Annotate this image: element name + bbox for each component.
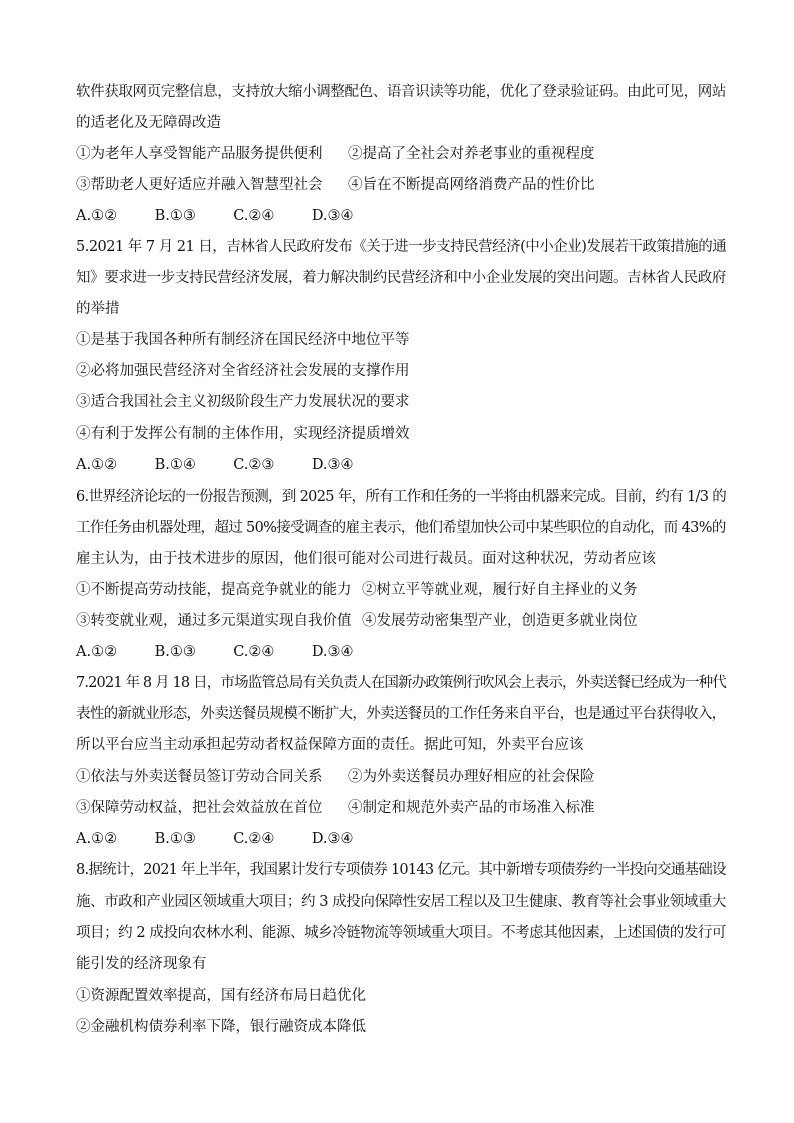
q4-option-1: ①为老年人享受智能产品服务提供便利 (76, 146, 323, 162)
q8-stem-line-2: 施、市政和产业园区领域重大项目；约 3 成投向保障性安居工程以及卫生健康、教育等社会事业领域重大 (76, 894, 726, 910)
q6-option-4: ④发展劳动密集型产业，创造更多就业岗位 (362, 613, 638, 629)
q5-answer-choices (76, 456, 726, 474)
q5-option-1: ①是基于我国各种所有制经济在国民经济中地位平等 (76, 332, 410, 348)
q4-answer-d: D.③④ (311, 208, 354, 224)
q4-answer-choices (76, 207, 726, 225)
q4-stem-line-2: 的适老化及无障碍改造 (76, 115, 221, 131)
q5-option-4: ④有利于发挥公有制的主体作用，实现经济提质增效 (76, 426, 410, 442)
q5-stem-line-3: 的举措 (76, 301, 120, 317)
q4-option-row-1 (76, 145, 726, 163)
q7-option-1: ①依法与外卖送餐员签订劳动合同关系 (76, 769, 323, 785)
q7-answer-choices (76, 830, 726, 848)
q6-option-3: ③转变就业观，通过多元渠道实现自我价值 (76, 613, 352, 629)
q7-answer-b: B.①③ (154, 831, 196, 847)
q7-answer-c: C.②④ (233, 831, 275, 847)
q7-stem-line-2: 表性的新就业形态，外卖送餐员规模不断扩大，外卖送餐员的工作任务来自平台，也是通过平台获得收入， (76, 706, 726, 722)
q5-option-3: ③适合我国社会主义初级阶段生产力发展状况的要求 (76, 394, 410, 410)
q8-option-2: ②金融机构债券利率下降，银行融资成本降低 (76, 1019, 366, 1035)
q8-stem-line-3: 项目；约 2 成投向农林水利、能源、城乡冷链物流等领域重大项目。不考虑其他因素，上述国债的发行可 (76, 925, 726, 941)
q5-answer-b: B.①④ (154, 457, 196, 473)
q6-option-2: ②树立平等就业观，履行好自主择业的义务 (362, 582, 638, 598)
q6-answer-c: C.②④ (233, 644, 275, 660)
q8-stem-line-4: 能引发的经济现象有 (76, 956, 207, 972)
q4-stem-line-1: 软件获取网页完整信息，支持放大缩小调整配色、语音识读等功能，优化了登录验证码。由此可见，网站 (76, 84, 726, 100)
q7-answer-a: A.①② (76, 831, 118, 847)
q7-option-row-2 (76, 799, 726, 817)
q5-answer-d: D.③④ (311, 457, 354, 473)
q4-option-row-2 (76, 176, 726, 194)
q6-answer-choices (76, 643, 726, 661)
q4-answer-b: B.①③ (154, 208, 196, 224)
q6-option-1: ①不断提高劳动技能，提高竞争就业的能力 (76, 582, 352, 598)
q6-stem-line-1: 6.世界经济论坛的一份报告预测，到 2025 年，所有工作和任务的一半将由机器来完成。目前，约有 1/3 的 (76, 489, 727, 505)
q8-option-1: ①资源配置效率提高，国有经济布局日趋优化 (76, 988, 366, 1004)
q7-stem-line-3: 所以平台应当主动承担起劳动者权益保障方面的责任。据此可知，外卖平台应该 (76, 737, 584, 753)
q7-option-4: ④制定和规范外卖产品的市场准入标准 (348, 800, 595, 816)
q5-stem-line-1: 5.2021 年 7 月 21 日，吉林省人民政府发布《关于进一步支持民营经济(中小企业)发展若干政策措施的通 (76, 239, 727, 255)
q5-answer-a: A.①② (76, 457, 118, 473)
q7-option-3: ③保障劳动权益，把社会效益放在首位 (76, 800, 323, 816)
q7-option-2: ②为外卖送餐员办理好相应的社会保险 (348, 769, 595, 785)
q6-stem-line-3: 雇主认为，由于技术进步的原因，他们很可能对公司进行裁员。面对这种状况，劳动者应该 (76, 551, 656, 567)
q6-answer-d: D.③④ (311, 644, 354, 660)
q4-option-2: ②提高了全社会对养老事业的重视程度 (348, 146, 595, 162)
q4-option-4: ④旨在不断提高网络消费产品的性价比 (348, 177, 595, 193)
q4-answer-a: A.①② (76, 208, 118, 224)
q7-option-row-1 (76, 768, 726, 786)
q6-option-row-2 (76, 612, 726, 630)
q6-answer-b: B.①③ (154, 644, 196, 660)
q7-answer-d: D.③④ (311, 831, 354, 847)
q5-option-2: ②必将加强民营经济对全省经济社会发展的支撑作用 (76, 363, 410, 379)
q6-option-row-1 (76, 581, 726, 599)
q5-answer-c: C.②③ (233, 457, 275, 473)
q7-stem-line-1: 7.2021 年 8 月 18 日，市场监管总局有关负责人在国新办政策例行吹风会上表示，外卖送餐已经成为一种代 (76, 675, 726, 691)
q5-stem-line-2: 知》要求进一步支持民营经济发展，着力解决制约民营经济和中小企业发展的突出问题。吉林省人民政府 (76, 270, 726, 286)
q8-stem-line-1: 8.据统计，2021 年上半年，我国累计发行专项债券 10143 亿元。其中新增专项债券约一半投向交通基础设 (76, 862, 726, 878)
q4-option-3: ③帮助老人更好适应并融入智慧型社会 (76, 177, 323, 193)
q6-stem-line-2: 工作任务由机器处理，超过 50%接受调查的雇主表示，他们希望加快公司中某些职位的自动化，而 43%的 (76, 520, 726, 536)
q6-answer-a: A.①② (76, 644, 118, 660)
q4-answer-c: C.②④ (233, 208, 275, 224)
